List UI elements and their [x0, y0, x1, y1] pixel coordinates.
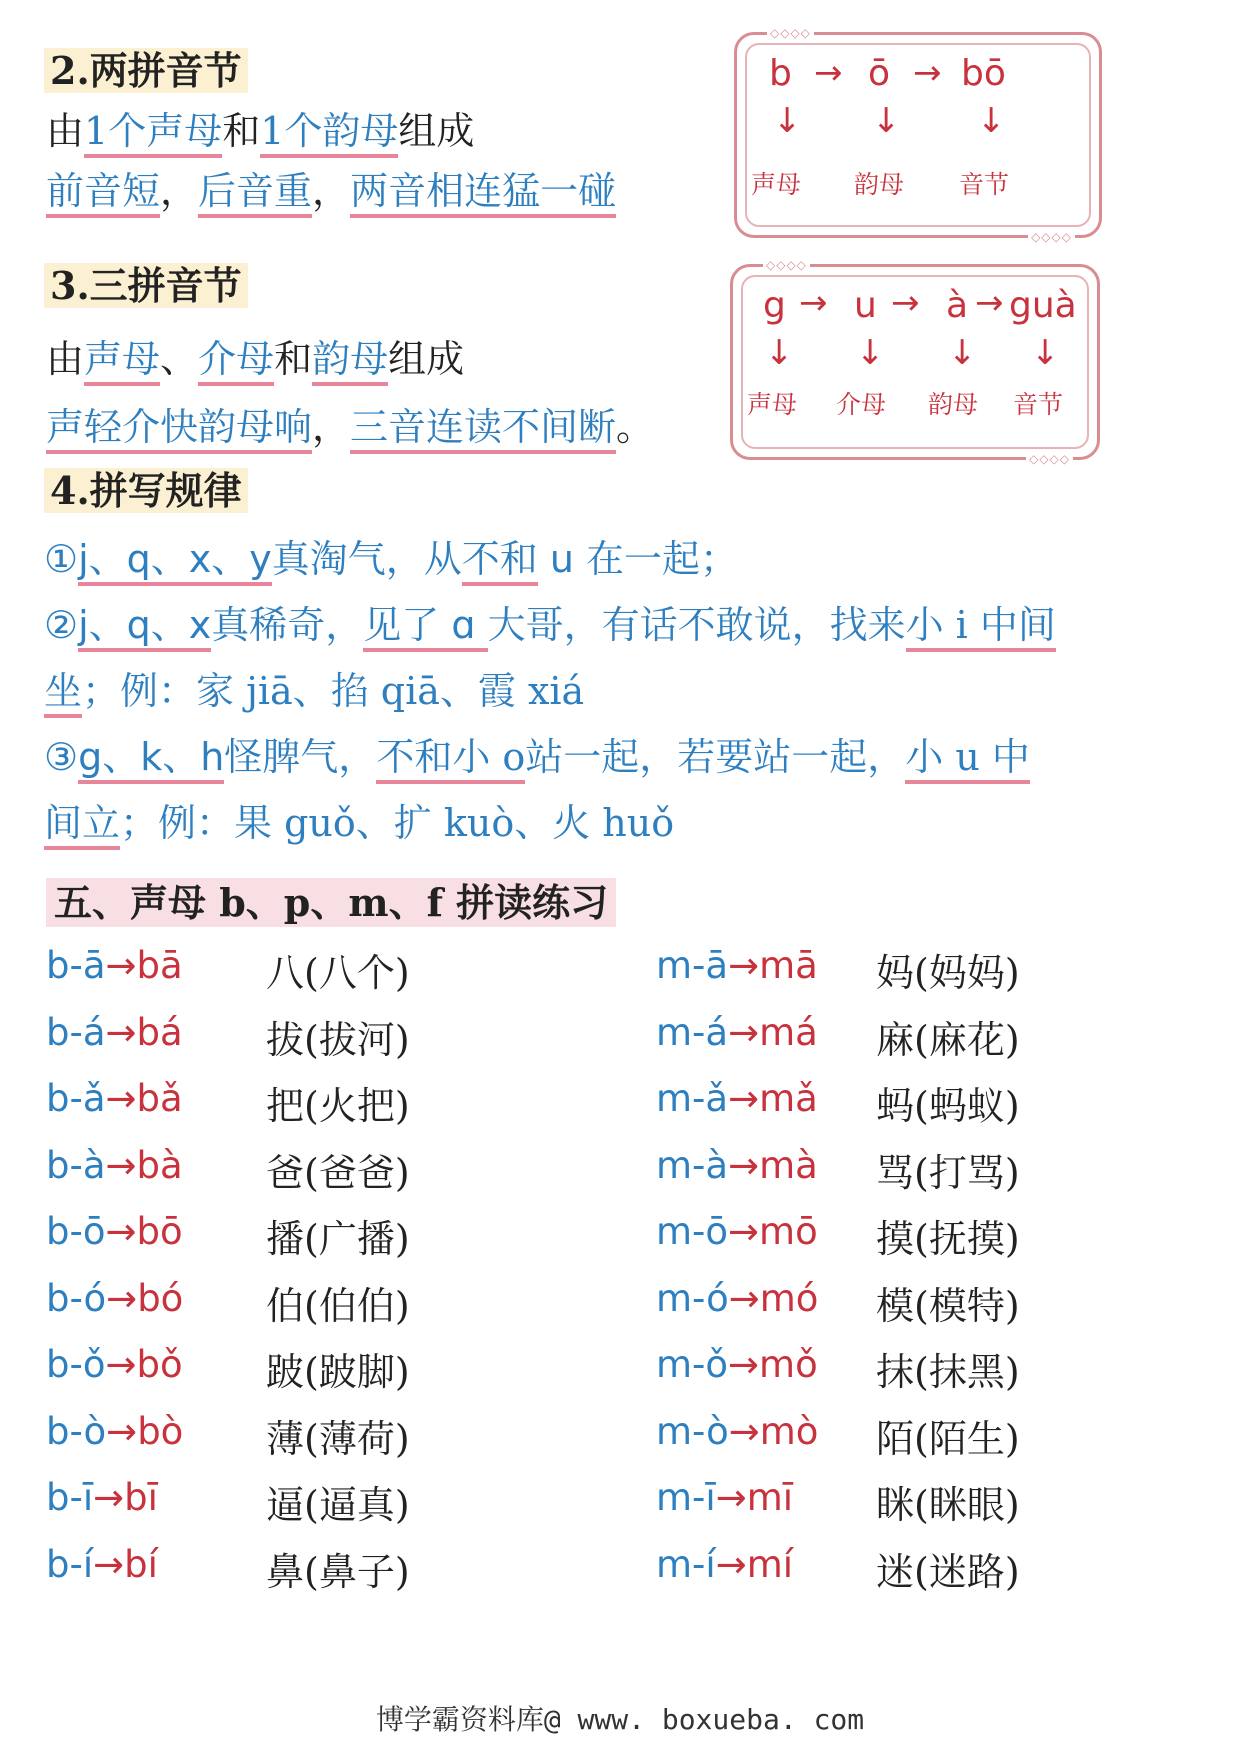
diagram-medial: u	[854, 285, 877, 326]
practice-pinyin	[46, 1410, 183, 1453]
right-arrow-icon: →	[891, 283, 920, 323]
box-decoration: ◇◇◇◇	[767, 26, 814, 40]
practice-word: 眯(眯眼)	[876, 1483, 1020, 1527]
section-2-rule-line: 由1个声母和1个韵母组成	[46, 100, 474, 155]
practice-result: bí	[124, 1542, 158, 1586]
diagram-initial: b	[769, 53, 792, 94]
section-2-rhyme-line: 前音短，后音重，两音相连猛一碰	[46, 160, 616, 215]
section-3-rule-line: 由声母、介母和韵母组成	[46, 328, 464, 383]
diagram-label: 韵母	[928, 390, 979, 419]
right-arrow-icon: →	[105, 1077, 137, 1120]
section-4-heading: 4.拼写规律	[44, 460, 248, 515]
practice-result: mà	[759, 1143, 818, 1187]
practice-word: 薄(薄荷)	[266, 1416, 410, 1461]
rule-2: ②j、q、x真稀奇，见了 ɑ 大哥，有话不敢说，找来小 i 中间	[44, 594, 1056, 649]
practice-result: bō	[136, 1210, 183, 1253]
practice-spelling: m-í	[656, 1542, 716, 1586]
practice-word: 逼(逼真)	[266, 1483, 410, 1527]
practice-pinyin	[46, 1476, 158, 1519]
rule-3: ③g、k、h怪脾气，不和小 o站一起，若要站一起，小 u 中	[44, 726, 1030, 781]
right-arrow-icon: →	[799, 283, 828, 323]
right-arrow-icon: →	[728, 1343, 760, 1386]
diagram-label: 声母	[751, 170, 802, 199]
practice-pinyin	[46, 1277, 183, 1320]
practice-word: 八(八个)	[266, 951, 410, 995]
practice-spelling: b-ó	[46, 1276, 107, 1320]
section-3-rhyme-line: 声轻介快韵母响，三音连读不间断。	[46, 396, 654, 451]
practice-spelling: b-ǒ	[46, 1343, 106, 1386]
right-arrow-icon: →	[105, 1010, 137, 1054]
practice-spelling: m-ā	[656, 944, 729, 987]
practice-word: 抹(抹黑)	[876, 1350, 1020, 1394]
practice-result: mí	[746, 1542, 794, 1586]
practice-pinyin	[656, 1144, 818, 1187]
practice-word: 摸(抚摸)	[876, 1217, 1020, 1261]
footer-watermark: 博学霸资料库@ www. boxueba. com	[375, 1703, 865, 1736]
practice-spelling: m-ò	[656, 1409, 729, 1453]
right-arrow-icon: →	[728, 1210, 760, 1253]
practice-pinyin	[46, 1077, 183, 1120]
practice-word: 伯(伯伯)	[266, 1283, 410, 1328]
diagram-final: à	[946, 285, 969, 326]
box-decoration: ◇◇◇◇	[1026, 452, 1073, 466]
right-arrow-icon: →	[814, 53, 843, 93]
diagram-initial: g	[763, 285, 786, 326]
practice-pinyin	[656, 944, 818, 987]
right-arrow-icon: →	[93, 1476, 125, 1519]
rule-2-example: 坐；例：家 jiā、掐 qiā、霞 xiá	[44, 660, 584, 715]
right-arrow-icon: →	[975, 283, 1004, 323]
practice-spelling: b-ò	[46, 1409, 107, 1453]
practice-pinyin	[46, 1144, 183, 1187]
practice-pinyin	[46, 1210, 183, 1253]
practice-word: 拔(拔河)	[266, 1017, 410, 1062]
practice-pinyin	[656, 1410, 818, 1453]
practice-word: 麻(麻花)	[876, 1017, 1020, 1062]
right-arrow-icon: →	[913, 53, 942, 93]
practice-pinyin	[46, 944, 183, 987]
right-arrow-icon: →	[728, 1143, 760, 1187]
down-arrow-icon: ↓	[1031, 333, 1060, 373]
box-decoration: ◇◇◇◇	[1028, 230, 1075, 244]
diagram-label: 介母	[836, 390, 887, 419]
practice-result: má	[759, 1010, 818, 1054]
down-arrow-icon: ↓	[872, 101, 901, 141]
practice-result: bī	[124, 1476, 158, 1519]
section-2-heading: 2.两拼音节	[44, 40, 248, 95]
down-arrow-icon: ↓	[977, 101, 1006, 141]
diagram-label: 韵母	[854, 170, 905, 199]
practice-spelling: b-ǎ	[46, 1077, 106, 1120]
down-arrow-icon: ↓	[773, 101, 802, 141]
practice-result: bá	[136, 1010, 183, 1054]
right-arrow-icon: →	[106, 1276, 138, 1320]
practice-spelling: b-à	[46, 1143, 106, 1187]
practice-word: 骂(打骂)	[876, 1150, 1020, 1195]
practice-pinyin	[656, 1011, 818, 1054]
practice-spelling: m-ó	[656, 1276, 729, 1320]
practice-word: 鼻(鼻子)	[266, 1549, 410, 1594]
practice-pinyin	[656, 1476, 793, 1519]
practice-word: 把(火把)	[266, 1084, 410, 1128]
practice-pinyin	[46, 1543, 158, 1586]
down-arrow-icon: ↓	[765, 333, 794, 373]
down-arrow-icon: ↓	[856, 333, 885, 373]
practice-result: bó	[137, 1276, 184, 1320]
right-arrow-icon: →	[728, 1077, 760, 1120]
diagram-final: ō	[868, 53, 891, 94]
practice-spelling: m-ǎ	[656, 1077, 729, 1120]
practice-result: bǒ	[136, 1343, 183, 1386]
practice-word: 跛(跛脚)	[266, 1350, 410, 1394]
down-arrow-icon: ↓	[948, 333, 977, 373]
practice-result: mī	[746, 1476, 794, 1519]
practice-word: 妈(妈妈)	[876, 951, 1020, 995]
practice-spelling: b-ā	[46, 944, 106, 987]
practice-word: 播(广播)	[266, 1217, 410, 1261]
practice-result: mǎ	[759, 1077, 818, 1120]
practice-pinyin	[46, 1343, 183, 1386]
practice-spelling: m-ō	[656, 1210, 729, 1253]
practice-pinyin	[656, 1277, 818, 1320]
practice-word: 蚂(蚂蚁)	[876, 1084, 1020, 1128]
practice-pinyin	[656, 1543, 793, 1586]
practice-result: bà	[136, 1143, 183, 1187]
practice-spelling: b-ī	[46, 1476, 94, 1519]
diagram-syllable: bō	[961, 53, 1006, 94]
rule-3-example: 间立；例：果 guǒ、扩 kuò、火 huǒ	[44, 792, 674, 847]
practice-word: 迷(迷路)	[876, 1549, 1020, 1594]
diagram-label: 音节	[959, 170, 1010, 199]
section-5-heading: 五、声母 b、p、m、f 拼读练习	[46, 872, 616, 927]
practice-spelling: m-ī	[656, 1476, 716, 1519]
practice-spelling: b-á	[46, 1010, 106, 1054]
practice-word: 模(模特)	[876, 1283, 1020, 1328]
right-arrow-icon: →	[106, 1409, 138, 1453]
section-3-heading: 3.三拼音节	[44, 255, 248, 310]
practice-pinyin	[656, 1210, 818, 1253]
practice-pinyin	[656, 1077, 818, 1120]
practice-result: mò	[759, 1409, 819, 1453]
practice-spelling: b-í	[46, 1542, 94, 1586]
right-arrow-icon: →	[715, 1542, 747, 1586]
right-arrow-icon: →	[728, 1409, 760, 1453]
practice-spelling: b-ō	[46, 1210, 106, 1253]
right-arrow-icon: →	[93, 1542, 125, 1586]
practice-spelling: m-à	[656, 1143, 729, 1187]
right-arrow-icon: →	[728, 1276, 760, 1320]
two-syllable-diagram-box	[734, 26, 1102, 244]
right-arrow-icon: →	[105, 1143, 137, 1187]
practice-word: 爸(爸爸)	[266, 1150, 410, 1195]
practice-result: mǒ	[759, 1343, 818, 1386]
practice-word: 陌(陌生)	[876, 1416, 1020, 1461]
practice-pinyin	[46, 1011, 183, 1054]
practice-spelling: m-ǒ	[656, 1343, 729, 1386]
box-decoration: ◇◇◇◇	[763, 258, 810, 272]
diagram-label: 声母	[747, 390, 798, 419]
practice-result: bò	[137, 1409, 184, 1453]
right-arrow-icon: →	[728, 944, 760, 987]
diagram-syllable: guà	[1009, 285, 1077, 326]
practice-spelling: m-á	[656, 1010, 729, 1054]
right-arrow-icon: →	[105, 1210, 137, 1253]
practice-result: bǎ	[136, 1077, 183, 1120]
right-arrow-icon: →	[105, 1343, 137, 1386]
practice-result: mā	[759, 944, 818, 987]
rule-1: ①j、q、x、y真淘气，从不和 u 在一起；	[44, 528, 738, 583]
right-arrow-icon: →	[728, 1010, 760, 1054]
three-syllable-diagram-box	[730, 258, 1100, 466]
practice-pinyin	[656, 1343, 818, 1386]
practice-result: bā	[136, 944, 183, 987]
practice-result: mó	[759, 1276, 819, 1320]
right-arrow-icon: →	[715, 1476, 747, 1519]
right-arrow-icon: →	[105, 944, 137, 987]
diagram-label: 音节	[1013, 390, 1064, 419]
practice-result: mō	[759, 1210, 818, 1253]
